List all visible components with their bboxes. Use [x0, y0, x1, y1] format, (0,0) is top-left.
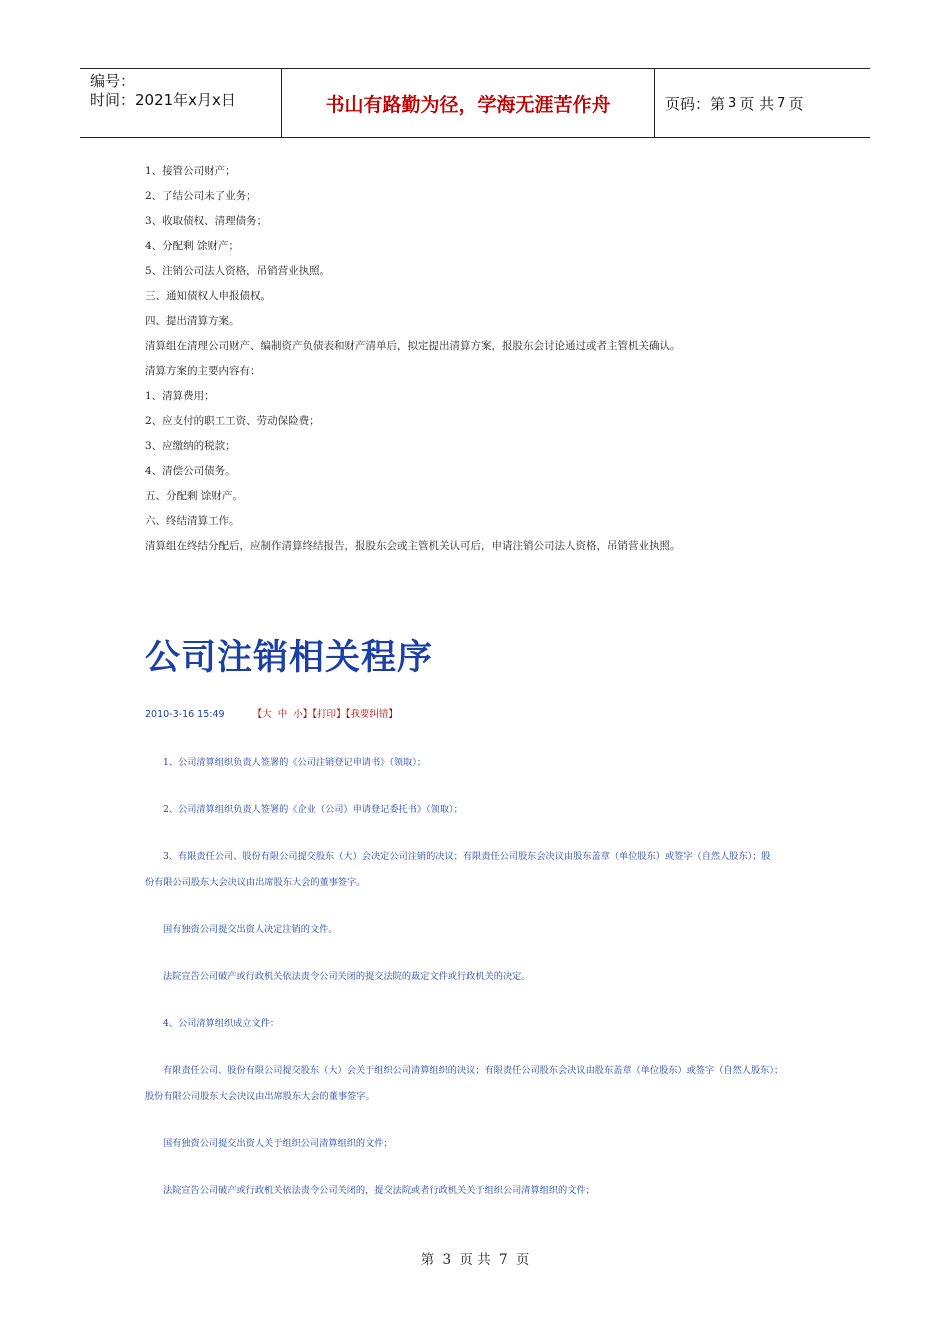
text-line: 1、接管公司财产；: [145, 165, 236, 177]
text-line: 清算组在清理公司财产、编制资产负债表和财产清单后，拟定提出清算方案，报股东会讨论通过或者主管机关确认。: [145, 340, 681, 352]
text-line: 4、清偿公司债务。: [145, 465, 236, 477]
article-paragraph: 国有独资公司提交出资人决定注销的文件。: [163, 924, 338, 935]
text-line: 3、应缴纳的税款；: [145, 440, 236, 452]
text-line: 清算方案的主要内容有：: [145, 365, 261, 377]
page-suffix: 页: [788, 94, 804, 113]
page-current: 3: [728, 95, 737, 111]
article-paragraph: 3、有限责任公司、股份有限公司提交股东（大）会决定公司注销的决议；有限责任公司股东会决议由股东盖章（单位股东）或签字（自然人股东）；股: [163, 851, 771, 862]
text-line: 5、注销公司法人资格，吊销营业执照。: [145, 265, 331, 277]
article-paragraph: 法院宣告公司破产或行政机关依法责令公司关闭的提交法院的裁定文件或行政机关的决定。: [163, 971, 531, 982]
text-line: 2、应支付的职工工资、劳动保险费；: [145, 415, 320, 427]
document-header: [80, 68, 870, 138]
text-line: 六、终结清算工作。: [145, 515, 240, 527]
page-prefix: 页码：第: [665, 94, 726, 113]
footer-mid: 页 共: [459, 1252, 491, 1268]
article-paragraph: 4、公司清算组织成立文件：: [163, 1018, 280, 1029]
font-size-large-link[interactable]: 大: [262, 709, 272, 720]
text-line: 三、通知债权人申报债权。: [145, 290, 271, 302]
liquidation-steps-section: [145, 160, 845, 560]
page-mid: 页 共: [739, 94, 775, 113]
article-title: 公司注销相关程序: [145, 638, 434, 678]
article-paragraph: 股份有限公司股东大会决议由出席股东大会的董事签字。: [145, 1091, 375, 1102]
footer-prefix: 第: [420, 1252, 435, 1268]
number-label: 编号：: [90, 72, 136, 90]
header-info-cell: [80, 69, 282, 137]
text-line: 四、提出清算方案。: [145, 315, 240, 327]
article-paragraph: 1、公司清算组织负责人签署的《公司注销登记申请书》（领取）；: [163, 757, 427, 768]
font-size-medium-link[interactable]: 中: [277, 709, 288, 720]
font-size-small-link[interactable]: 小: [293, 709, 303, 720]
text-line: 五、分配剩 馀财产。: [145, 490, 243, 502]
print-link[interactable]: 打印: [317, 709, 337, 720]
article-date: 2010-3-16 15:49: [145, 709, 225, 720]
footer-total: 7: [498, 1252, 508, 1268]
time-label: 时间：2021年x月x日: [90, 91, 236, 109]
text-line: 清算组在终结分配后，应制作清算终结报告，报股东会或主管机关认可后，申请注销公司法人资格，吊销营业执照。: [145, 540, 681, 552]
header-page-number: [655, 69, 870, 137]
text-line: 2、了结公司未了业务；: [145, 190, 257, 202]
article-meta: 2010-3-16 15:49 【大 中 小】【打印】【我要纠错】: [145, 709, 398, 720]
report-error-link[interactable]: 我要纠错: [350, 709, 389, 720]
text-line: 4、分配剩 馀财产；: [145, 240, 240, 252]
article-paragraph: 份有限公司股东大会决议由出席股东大会的董事签字。: [145, 877, 366, 888]
footer-current: 3: [442, 1252, 452, 1268]
footer-suffix: 页: [515, 1252, 530, 1268]
text-line: 3、收取债权、清理债务；: [145, 215, 268, 227]
article-paragraph: 2、公司清算组织负责人签署的《企业（公司）申请登记委托书》（领取）；: [163, 804, 463, 815]
article-paragraph: 国有独资公司提交出资人关于组织公司清算组织的文件；: [163, 1138, 393, 1149]
text-line: 1、清算费用；: [145, 390, 215, 402]
page-total: 7: [777, 95, 786, 111]
article-paragraph: 有限责任公司、股份有限公司提交股东（大）会关于组织公司清算组织的决议；有限责任公司股东会决议由股东盖章（单位股东）或签字（自然人股东）；: [163, 1065, 784, 1076]
article-paragraph: 法院宣告公司破产或行政机关依法责令公司关闭的，提交法院或者行政机关关于组织公司清算组织的文件；: [163, 1185, 595, 1196]
header-motto: 书山有路勤为径，学海无涯苦作舟: [282, 69, 655, 137]
page-footer: [0, 1248, 950, 1268]
